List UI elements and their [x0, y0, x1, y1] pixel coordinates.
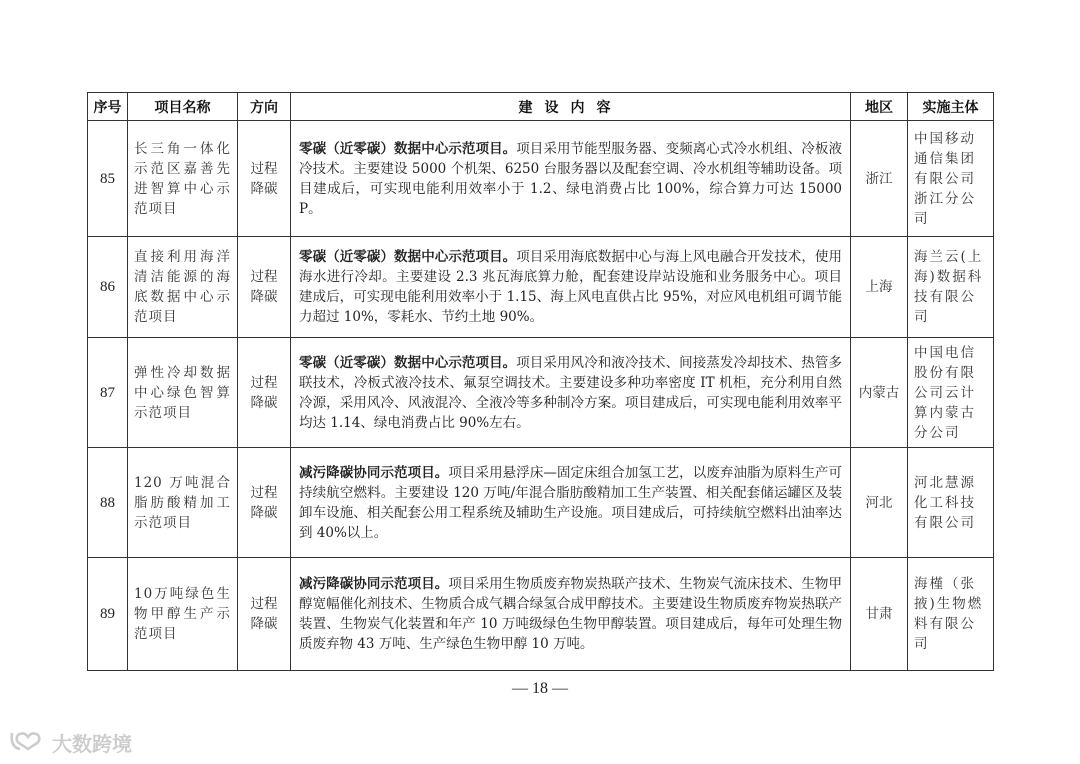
row-no: 86	[88, 237, 128, 338]
content-text: 项目采用风冷和液冷技术、间接蒸发冷却技术、热管多联技术，冷板式液冷技术、氟泵空调技术。主要建设多种功率密度 IT 机柜，充分利用自然冷源，采用风冷、风液混冷、全液冷等多种制冷方案。项目建成后，可实现电能利用效率平均达 1.14、绿电消费占比 90%左右。	[299, 354, 843, 431]
row-no: 89	[88, 558, 128, 671]
content-lead: 零碳（近零碳）数据中心示范项目。	[299, 140, 517, 157]
row-content	[291, 121, 851, 237]
direction-text: 过程降碳	[250, 484, 278, 521]
row-org: 河北慧源化工科技有限公司	[908, 448, 994, 558]
direction-text: 过程降碳	[250, 374, 278, 411]
content-text: 项目采用生物质废弃物炭热联产技术、生物炭气流床技术、生物甲醇宽幅催化剂技术、生物质合成气耦合绿氢合成甲醇技术。主要建设生物质废弃物炭热联产装置、生物炭气化装置和年产 10 万吨级绿色生物甲醇装置。项目建成后，每年可处理生物质废弃物 43 万吨、生产绿色生物甲醇 10 万吨。	[299, 576, 843, 652]
row-direction	[238, 558, 291, 671]
page-number: — 18 —	[512, 680, 568, 697]
row-direction	[238, 121, 291, 237]
row-region: 河北	[851, 448, 908, 558]
header-direction: 方向	[238, 93, 291, 121]
content-lead: 零碳（近零碳）数据中心示范项目。	[299, 249, 517, 265]
document-sheet	[87, 92, 993, 699]
header-name: 项目名称	[128, 93, 238, 121]
table-header-row	[88, 93, 994, 121]
header-no: 序号	[88, 93, 128, 121]
content-lead: 减污降碳协同示范项目。	[299, 576, 449, 592]
row-direction	[238, 237, 291, 338]
content-text: 项目采用海底数据中心与海上风电融合开发技术，使用海水进行冷却。主要建设 2.3 兆瓦海底算力舱，配套建设岸站设施和业务服务中心。项目建成后，可实现电能利用效率小于 1.15、海上风电直供占比 95%，对应风电机组可调节能力超过 10%，零耗水、节约土地 90%。	[299, 249, 843, 325]
table-row	[88, 448, 994, 558]
row-direction	[238, 338, 291, 448]
table-row	[88, 237, 994, 338]
watermark-logo-icon	[8, 727, 48, 758]
direction-text: 过程降碳	[250, 160, 278, 197]
row-region: 浙江	[851, 121, 908, 237]
direction-text: 过程降碳	[250, 269, 278, 305]
row-content	[291, 338, 851, 448]
row-name: 长三角一体化示范区嘉善先进智算中心示范项目	[128, 121, 238, 237]
row-content	[291, 237, 851, 338]
content-text: 项目采用悬浮床—固定床组合加氢工艺，以废弃油脂为原料生产可持续航空燃料。主要建设 120 万吨/年混合脂肪酸精加工生产装置、相关配套储运罐区及装卸车设施、相关配套公用工程系统及辅助生产设施。项目建成后，可持续航空燃料出油率达到 40%以上。	[299, 464, 843, 541]
projects-table	[87, 92, 994, 671]
row-no: 88	[88, 448, 128, 558]
row-content	[291, 448, 851, 558]
row-name: 直接利用海洋清洁能源的海底数据中心示范项目	[128, 237, 238, 338]
header-content: 建设内容	[291, 93, 851, 121]
row-name: 弹性冷却数据中心绿色智算示范项目	[128, 338, 238, 448]
row-no: 85	[88, 121, 128, 237]
watermark-text: 大数跨境	[52, 732, 132, 756]
header-org: 实施主体	[908, 93, 994, 121]
row-direction	[238, 448, 291, 558]
row-region: 内蒙古	[851, 338, 908, 448]
row-region: 甘肃	[851, 558, 908, 671]
row-content	[291, 558, 851, 671]
row-org: 海兰云(上海)数据科技有限公司	[908, 237, 994, 338]
row-no: 87	[88, 338, 128, 448]
row-org: 海槿（张掖)生物燃料有限公司	[908, 558, 994, 671]
direction-text: 过程降碳	[250, 596, 278, 632]
row-org: 中国电信股份有限公司云计算内蒙古分公司	[908, 338, 994, 448]
row-name: 10万吨绿色生物甲醇生产示范项目	[128, 558, 238, 671]
content-text: 项目采用节能型服务器、变频离心式冷水机组、冷板液冷技术。主要建设 5000 个机架、6250 台服务器以及配套空调、冷水机组等辅助设备。项目建成后，可实现电能利用效率小于 1.2、绿电消费占比 100%，综合算力可达 15000P。	[299, 140, 843, 217]
table-row	[88, 558, 994, 671]
watermark	[8, 727, 132, 758]
table-row	[88, 338, 994, 448]
row-name: 120 万吨混合脂肪酸精加工示范项目	[128, 448, 238, 558]
header-region: 地区	[851, 93, 908, 121]
content-lead: 减污降碳协同示范项目。	[299, 464, 449, 481]
content-lead: 零碳（近零碳）数据中心示范项目。	[299, 354, 517, 371]
row-region: 上海	[851, 237, 908, 338]
row-org: 中国移动通信集团有限公司浙江分公司	[908, 121, 994, 237]
table-row	[88, 121, 994, 237]
